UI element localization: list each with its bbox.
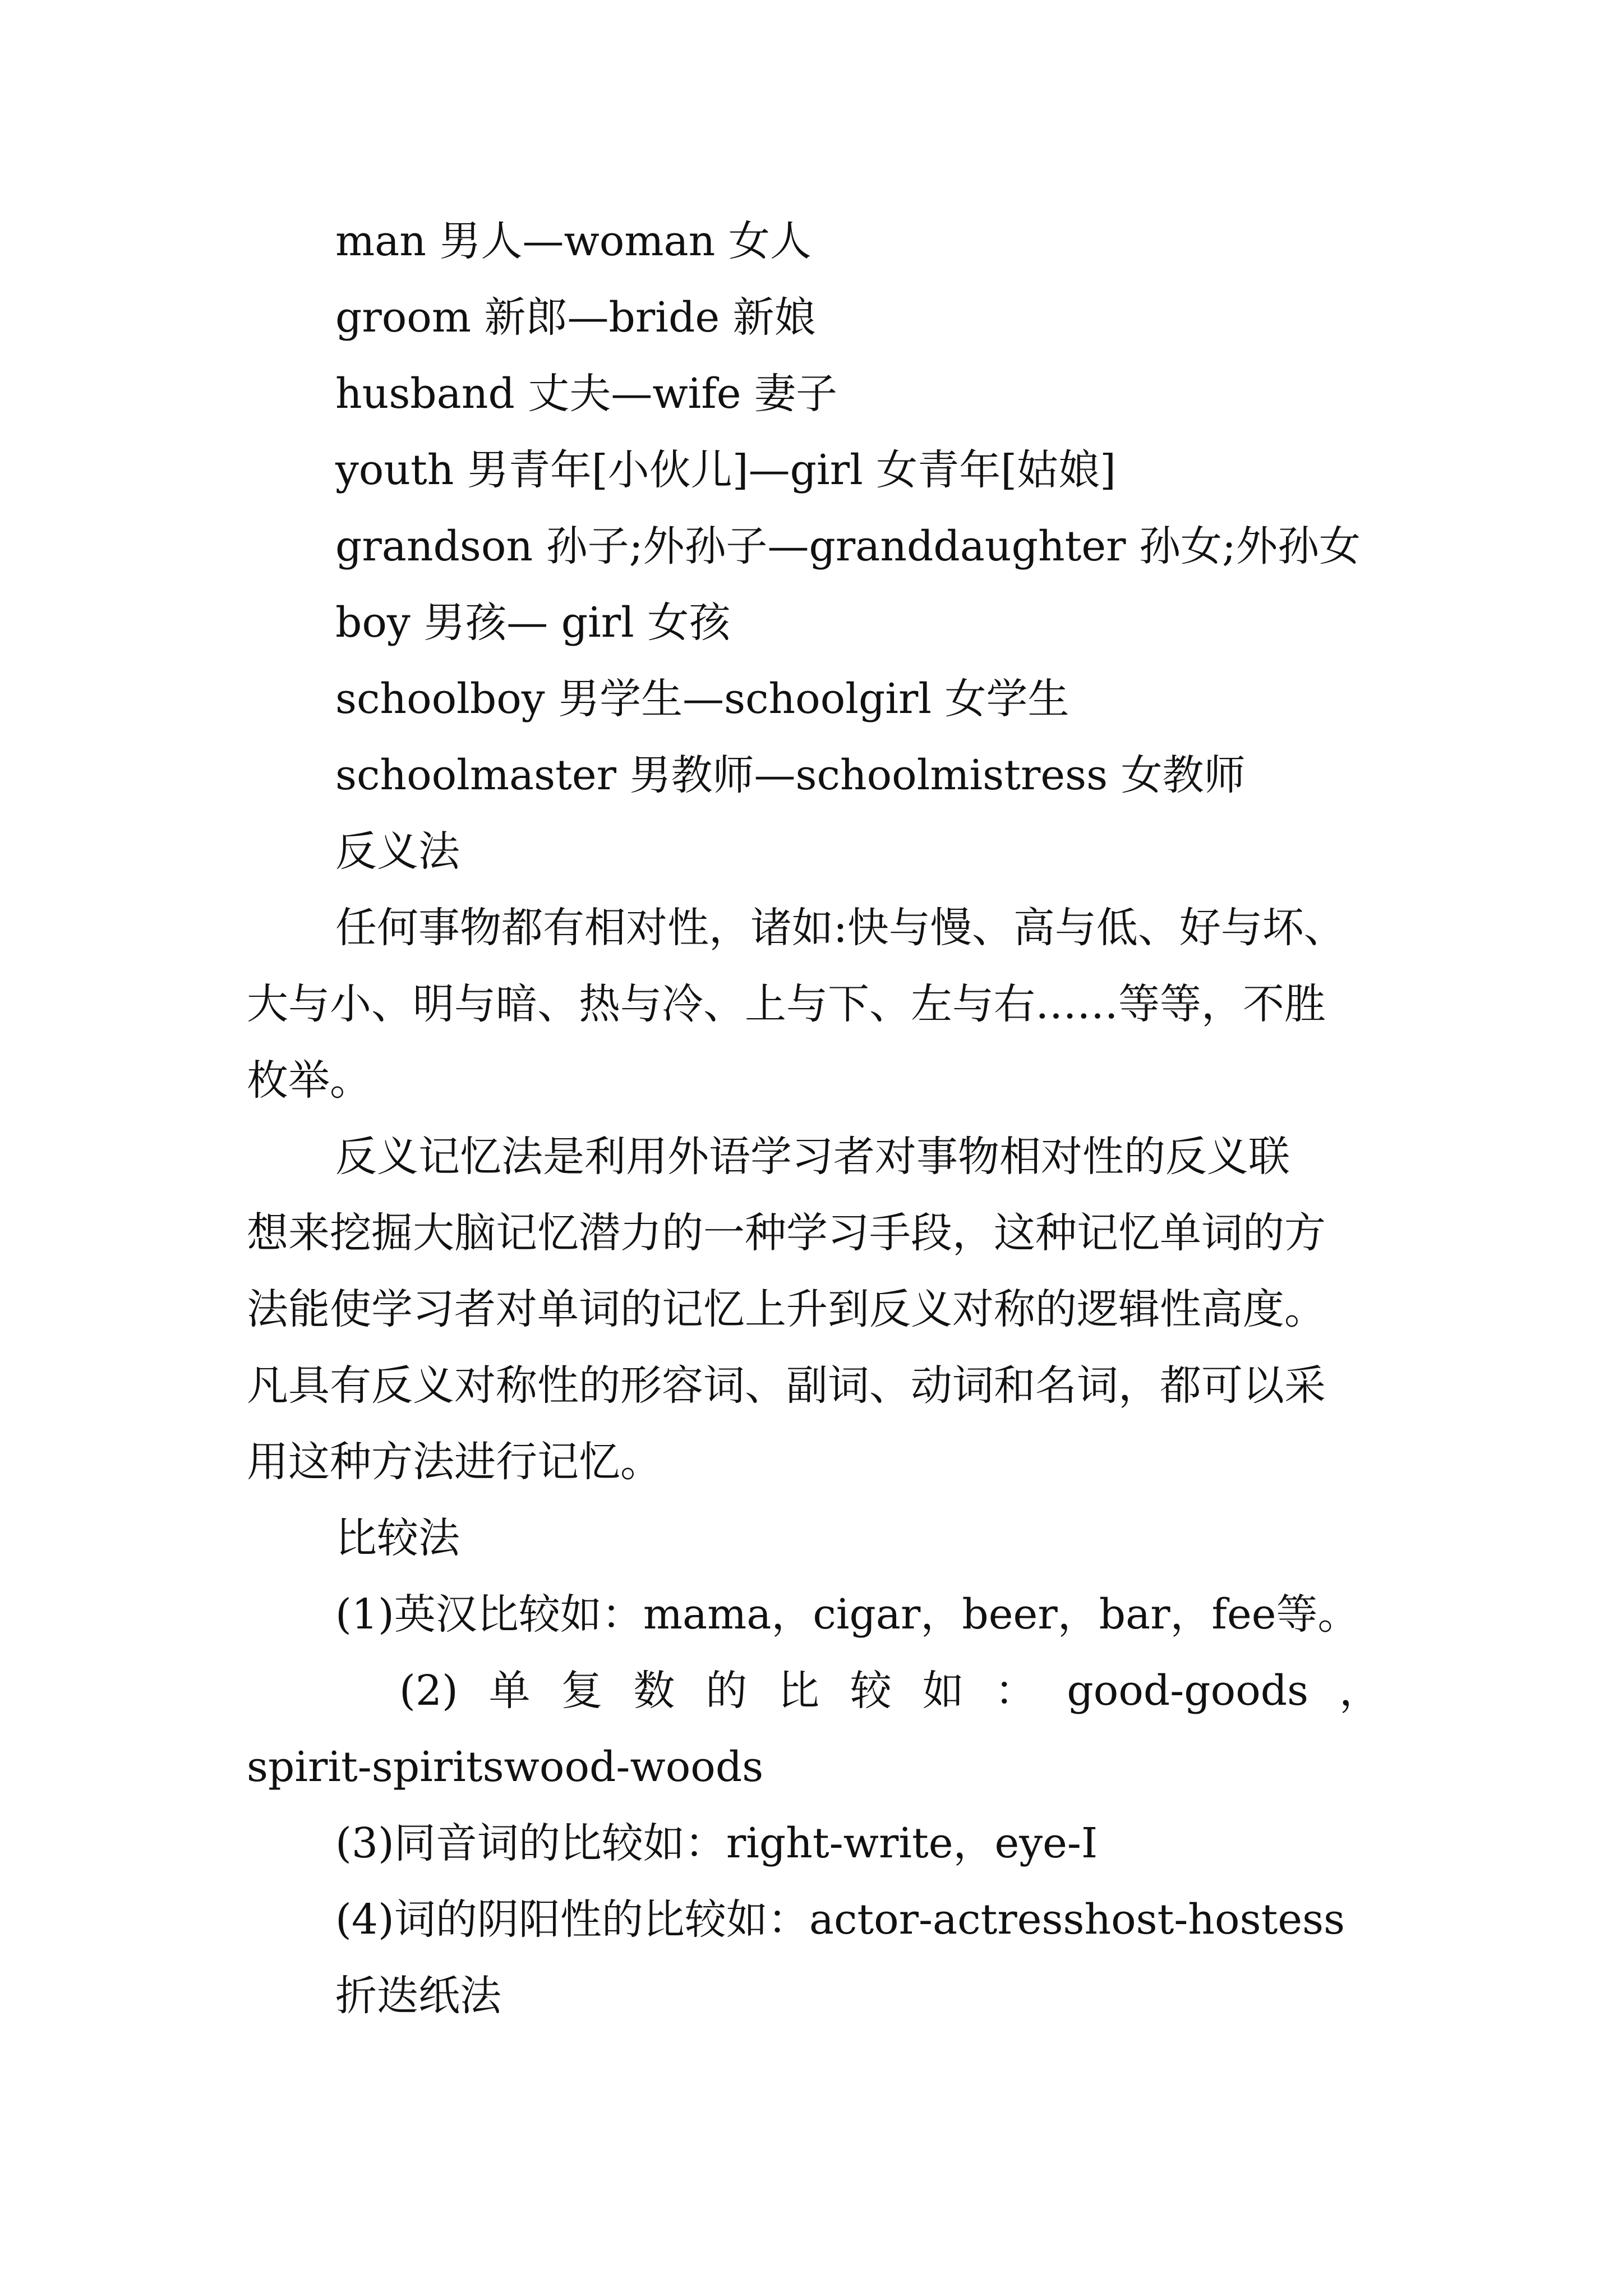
justified-token: good-goods (1067, 1667, 1309, 1715)
justified-token: 如 (922, 1667, 964, 1715)
justified-token: 复 (561, 1667, 603, 1715)
compare-item: (3)同音词的比较如：right-write，eye-I (335, 1819, 1098, 1867)
compare-item: (1)英汉比较如：mama，cigar，beer，bar，fee等。 (335, 1590, 1359, 1639)
section-heading-antonym: 反义法 (335, 827, 460, 876)
word-pair-line: man 男人—woman 女人 (335, 217, 811, 265)
paragraph-line: 凡具有反义对称性的形容词、副词、动词和名词，都可以采 (247, 1361, 1326, 1410)
word-pair-line: schoolboy 男学生—schoolgirl 女学生 (335, 675, 1069, 723)
justified-token: 比 (778, 1667, 820, 1715)
compare-item-justified (399, 1663, 1381, 1719)
compare-item: (4)词的阴阳性的比较如：actor-actresshost-hostess (335, 1895, 1345, 1944)
justified-token: 的 (706, 1667, 748, 1715)
word-pair-line: groom 新郎—bride 新娘 (335, 293, 816, 342)
justified-token: 数 (633, 1667, 675, 1715)
word-pair-line: boy 男孩— girl 女孩 (335, 599, 731, 647)
paragraph-line: 用这种方法进行记忆。 (247, 1438, 662, 1486)
word-pair-line: youth 男青年[小伙儿]—girl 女青年[姑娘] (335, 446, 1117, 494)
justified-token: 较 (850, 1667, 892, 1715)
justified-token: 单 (488, 1667, 531, 1715)
paragraph-line: 枚举。 (247, 1056, 371, 1105)
word-pair-line: grandson 孙子;外孙子—granddaughter 孙女;外孙女 (335, 522, 1361, 570)
word-pair-line: husband 丈夫—wife 妻子 (335, 370, 838, 418)
word-pair-line: schoolmaster 男教师—schoolmistress 女教师 (335, 751, 1246, 799)
paragraph-line: 任何事物都有相对性，诸如:快与慢、高与低、好与坏、 (335, 904, 1345, 952)
section-heading-fold: 折迭纸法 (335, 1972, 501, 2020)
paragraph-line: 大与小、明与暗、热与冷、上与下、左与右……等等，不胜 (247, 980, 1326, 1028)
justified-token: (2) (399, 1667, 458, 1715)
paragraph-line: 法能使学习者对单词的记忆上升到反义对称的逻辑性高度。 (247, 1285, 1326, 1333)
justified-token: ： (994, 1667, 1036, 1715)
justified-token: ， (1339, 1667, 1381, 1715)
compare-item-continuation: spirit-spiritswood-woods (247, 1743, 764, 1791)
paragraph-line: 想来挖掘大脑记忆潜力的一种学习手段，这种记忆单词的方 (247, 1209, 1326, 1257)
paragraph-line: 反义记忆法是利用外语学习者对事物相对性的反义联 (335, 1133, 1290, 1181)
section-heading-compare: 比较法 (335, 1514, 460, 1562)
